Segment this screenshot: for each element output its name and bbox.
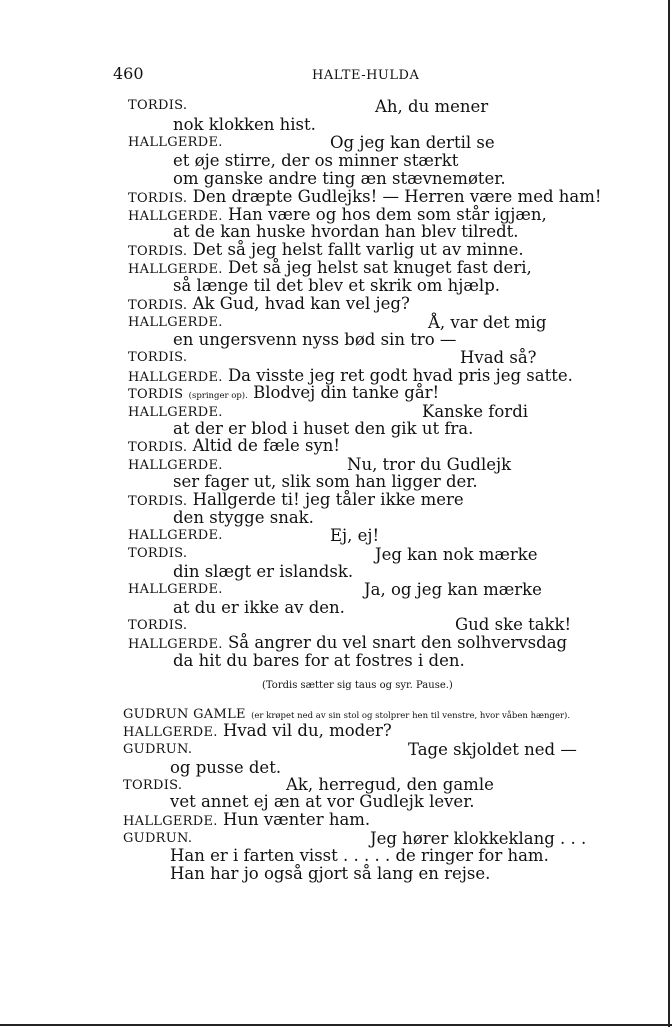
dialogue-line <box>170 864 490 884</box>
speech-text: Hvad vil du, moder? <box>222 721 392 740</box>
dialogue-line <box>170 792 475 812</box>
speaker-name: HALLGERDE. <box>128 405 223 420</box>
speech-text: Han har jo også gjort så lang en rejse. <box>170 864 491 883</box>
speech-text: Ej, ej! <box>330 526 380 545</box>
speech-text: vet annet ej æn at vor Gudlejk lever. <box>170 792 475 811</box>
speech-text: Gud ske takk! <box>455 615 572 634</box>
speaker-name: HALLGERDE. <box>128 528 223 543</box>
speaker-name: TORDIS. <box>128 350 188 365</box>
speech-text: ser fager ut, slik som han ligger der. <box>173 472 478 491</box>
dialogue-line <box>128 346 187 368</box>
speaker-name: TORDIS. <box>128 494 188 509</box>
stage-direction: (Tordis sætter sig taus og syr. Pause.) <box>262 680 453 691</box>
speech-text: Ah, du mener <box>375 97 489 116</box>
speech-text: en ungersvenn nyss bød sin tro — <box>173 330 457 349</box>
dialogue-line <box>173 472 478 492</box>
speaker-name: GUDRUN GAMLE <box>123 707 246 722</box>
page-frame-right <box>668 0 670 1027</box>
speech-text: og pusse det. <box>170 758 282 777</box>
speech-text: Jeg hører klokkeklang . . . <box>370 829 587 848</box>
page-number: 460 <box>113 64 144 83</box>
speech-text: at de kan huske hvordan han blev tilredt. <box>173 222 519 241</box>
speech-text: så længe til det blev et skrik om hjælp. <box>173 276 501 295</box>
speaker-name: TORDIS. <box>128 191 188 206</box>
dialogue-line <box>123 738 192 760</box>
speech-text: Da visste jeg ret godt hvad pris jeg satte. <box>227 366 573 385</box>
speech-text: Blodvej din tanke går! <box>253 383 440 402</box>
speaker-name: TORDIS. <box>128 440 188 455</box>
speech-text: Den dræpte Gudlejks! — Herren være med ham! <box>192 187 602 206</box>
dialogue-line <box>128 94 187 116</box>
speech-text: at der er blod i huset den gik ut fra. <box>173 419 474 438</box>
speech-text: Han være og hos dem som står igjæn, <box>227 205 547 224</box>
speaker-name: HALLGERDE. <box>123 814 218 829</box>
speech-text: Og jeg kan dertil se <box>330 133 495 152</box>
speech-text: den stygge snak. <box>173 508 314 527</box>
dialogue-line <box>408 740 577 760</box>
dialogue-line <box>170 846 549 866</box>
stage-direction: (er krøpet ned av sin stol og stolprer hen til venstre, hvor våben hænger). <box>251 711 571 721</box>
speech-text: din slægt er islandsk. <box>173 562 354 581</box>
dialogue-line <box>173 222 519 242</box>
speaker-name: HALLGERDE. <box>123 725 218 740</box>
speech-text: da hit du bares for at fostres i den. <box>173 651 465 670</box>
running-head: HALTE-HULDA <box>312 68 420 83</box>
dialogue-line <box>330 133 495 153</box>
speaker-name: TORDIS. <box>128 618 188 633</box>
speaker-name: HALLGERDE. <box>128 315 223 330</box>
speech-text: Jeg kan nok mærke <box>375 545 538 564</box>
dialogue-line <box>128 542 187 564</box>
speaker-name: HALLGERDE. <box>128 582 223 597</box>
speaker-name: TORDIS. <box>128 244 188 259</box>
stage-direction: (springer op). <box>188 391 248 401</box>
speech-text: Hvad så? <box>460 348 537 367</box>
speaker-name: TORDIS <box>128 387 184 402</box>
dialogue-line <box>173 651 465 671</box>
speech-text: et øje stirre, der os minner stærkt <box>173 151 459 170</box>
dialogue-line <box>455 615 571 635</box>
speech-text: Tage skjoldet ned — <box>408 740 577 759</box>
dialogue-line <box>173 276 500 296</box>
dialogue-line <box>173 169 506 189</box>
speaker-name: TORDIS. <box>128 98 188 113</box>
speech-text: Altid de fæle syn! <box>192 436 341 455</box>
speech-text: Å, var det mig <box>428 313 547 332</box>
speech-text: Ak, herregud, den gamle <box>286 775 494 794</box>
speaker-name: TORDIS. <box>128 546 188 561</box>
dialogue-line <box>364 580 542 600</box>
speech-text: Det så jeg helst sat knuget fast deri, <box>227 258 532 277</box>
speech-text: nok klokken hist. <box>173 115 316 134</box>
speech-text: Hun vænter ham. <box>222 810 371 829</box>
speaker-name: HALLGERDE. <box>128 370 223 385</box>
dialogue-line <box>128 131 223 153</box>
speaker-name: GUDRUN. <box>123 742 193 757</box>
speech-text: at du er ikke av den. <box>173 598 345 617</box>
dialogue-line <box>173 330 456 350</box>
dialogue-line <box>128 578 223 600</box>
speech-text: Nu, tror du Gudlejk <box>347 455 512 474</box>
speaker-name: HALLGERDE. <box>128 209 223 224</box>
dialogue-line <box>170 758 281 778</box>
speaker-name: HALLGERDE. <box>128 135 223 150</box>
speech-text: Det så jeg helst fallt varlig ut av minne. <box>192 240 524 259</box>
speech-text: Han er i farten visst . . . . . de ringer for ham. <box>170 846 549 865</box>
dialogue-line <box>173 151 458 171</box>
dialogue-line <box>460 348 537 368</box>
speech-text: Hallgerde ti! jeg tåler ikke mere <box>192 490 464 509</box>
speech-text: Ja, og jeg kan mærke <box>364 580 542 599</box>
speaker-name: HALLGERDE. <box>128 458 223 473</box>
speech-text: Så angrer du vel snart den solhvervsdag <box>227 633 568 652</box>
speaker-name: TORDIS. <box>128 298 188 313</box>
speaker-name: HALLGERDE. <box>128 262 223 277</box>
dialogue-line <box>375 545 538 565</box>
dialogue-line <box>330 526 379 546</box>
speaker-name: HALLGERDE. <box>128 637 223 652</box>
dialogue-line <box>173 598 345 618</box>
page-frame-bottom <box>0 1024 672 1026</box>
speech-text: Ak Gud, hvad kan vel jeg? <box>192 294 410 313</box>
speech-text: om ganske andre ting æn stævnemøter. <box>173 169 506 188</box>
dialogue-line <box>375 97 488 117</box>
speaker-name: TORDIS. <box>123 778 183 793</box>
speech-text: Kanske fordi <box>422 402 529 421</box>
speaker-name: GUDRUN. <box>123 831 193 846</box>
